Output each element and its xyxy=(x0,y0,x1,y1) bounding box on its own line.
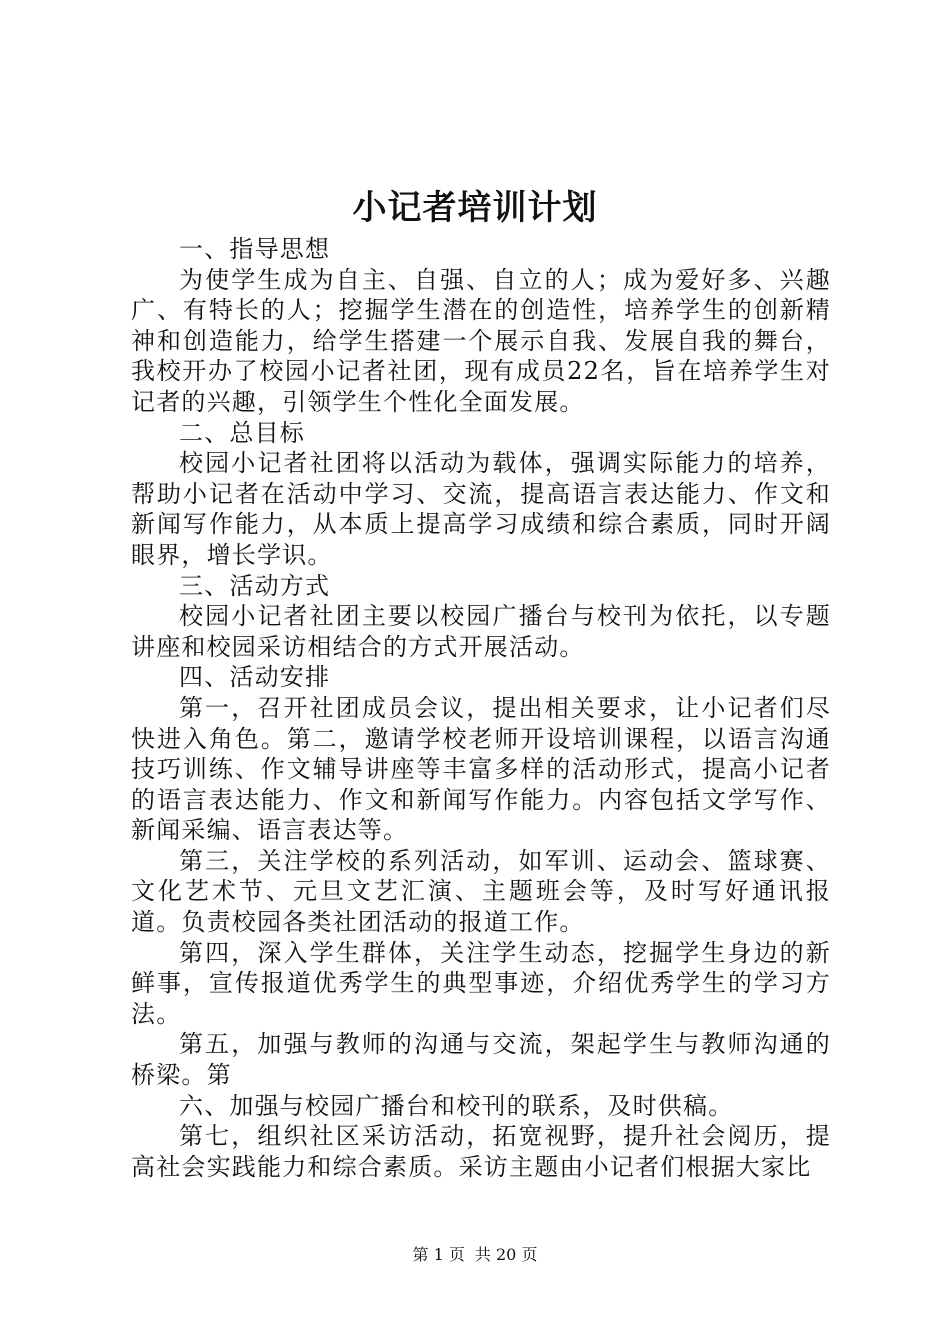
section-heading-guiding-ideology: 一、指导思想 xyxy=(179,235,331,263)
section-heading-activity-arrangement: 四、活动安排 xyxy=(179,663,331,692)
paragraph-arrangement-fifth: 第五，加强与教师的沟通与交流，架起学生与教师沟通的桥梁。第 xyxy=(131,1030,831,1090)
paragraph-overall-goal: 校园小记者社团将以活动为载体，强调实际能力的培养，帮助小记者在活动中学习、交流，提高语言表达能力、作文和新闻写作能力，从本质上提高学习成绩和综合素质，同时开阔眼界，增长学识。 xyxy=(131,449,831,569)
paragraph-arrangement-seventh: 第七，组织社区采访活动，拓宽视野，提升社会阅历，提高社会实践能力和综合素质。采访主题由小记者们根据大家比 xyxy=(131,1122,831,1181)
paragraph-arrangement-third: 第三，关注学校的系列活动，如军训、运动会、篮球赛、文化艺术节、元旦文艺汇演、主题班会等，及时写好通讯报道。负责校园各类社团活动的报道工作。 xyxy=(131,846,831,937)
paragraph-arrangement-fourth: 第四，深入学生群体，关注学生动态，挖掘学生身边的新鲜事，宣传报道优秀学生的典型事迹，介绍优秀学生的学习方法。 xyxy=(131,938,831,1028)
paragraph-arrangement-sixth: 六、加强与校园广播台和校刊的联系，及时供稿。 xyxy=(179,1091,734,1120)
page-footer xyxy=(0,1244,950,1266)
paragraph-arrangement-first-second: 第一，召开社团成员会议，提出相关要求，让小记者们尽快进入角色。第二，邀请学校老师开设培训课程，以语言沟通技巧训练、作文辅导讲座等丰富多样的活动形式，提高小记者的语言表达能力、作文和新闻写作能力。内容包括文学写作、新闻采编、语言表达等。 xyxy=(131,693,831,845)
page-number: 第 1 页 xyxy=(412,1245,465,1264)
paragraph-activity-method: 校园小记者社团主要以校园广播台与校刊为依托，以专题讲座和校园采访相结合的方式开展活动。 xyxy=(131,602,831,661)
paragraph-guiding-ideology: 为使学生成为自主、自强、自立的人；成为爱好多、兴趣广、有特长的人；挖掘学生潜在的创造性，培养学生的创新精神和创造能力，给学生搭建一个展示自我、发展自我的舞台，我校开办了校园小记者社团，现有成员22名，旨在培养学生对记者的兴趣，引领学生个性化全面发展。 xyxy=(131,265,831,416)
page-total: 共 20 页 xyxy=(474,1245,538,1264)
section-heading-overall-goal: 二、总目标 xyxy=(179,418,305,447)
document-body xyxy=(131,234,831,1182)
document-title: 小记者培训计划 xyxy=(352,188,598,228)
section-heading-activity-method: 三、活动方式 xyxy=(179,571,331,600)
